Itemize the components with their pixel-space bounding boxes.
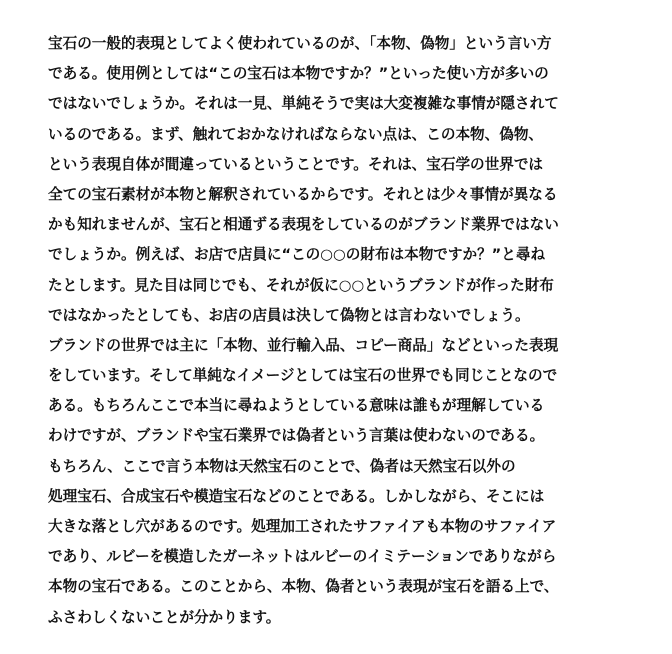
text-line: 処理宝石、合成宝石や模造宝石などのことである。しかしながら、そこには — [48, 487, 545, 505]
text-line: ではなかったとしても、お店の店員は決して偽物とは言わないでしょう。 — [48, 306, 530, 324]
text-line: いるのである。まず、触れておかなければならない点は、この本物、偽物、 — [48, 125, 544, 143]
text-line: ふさわしくないことが分かります。 — [48, 608, 281, 626]
text-line: であり、ルビーを模造したガーネットはルビーのイミテーションでありながら — [48, 548, 557, 566]
text-line: もちろん、ここで言う本物は天然宝石のことで、偽者は天然宝石以外の — [48, 457, 516, 475]
text-line: たとします。見た目は同じでも、それが仮に○○というブランドが作った財布 — [48, 276, 554, 294]
text-line: 大きな落とし穴があるのです。処理加工されたサファイアも本物のサファイア — [48, 518, 557, 535]
text-line: である。使用例としては“この宝石は本物ですか？”といった使い方が多いの — [48, 65, 549, 83]
document-body — [48, 29, 638, 633]
text-line: 全ての宝石素材が本物と解釈されているからです。それとは少々事情が異なる — [48, 185, 558, 203]
text-line: ブランドの世界では主に「本物、並行輸入品、コピー商品」などといった表現 — [48, 336, 559, 354]
text-line: 宝石の一般的表現としてよく使われているのが、「本物、偽物」という言い方 — [48, 35, 552, 52]
text-line: でしょうか。例えば、お店で店員に“この○○の財布は本物ですか？”と尋ね — [48, 246, 546, 264]
text-line: をしています。そして単純なイメージとしては宝石の世界でも同じことなので — [48, 367, 558, 385]
text-line: という表現自体が間違っているということです。それは、宝石学の世界では — [48, 155, 544, 173]
text-line: 本物の宝石である。このことから、本物、偽者という表現が宝石を語る上で、 — [48, 578, 559, 596]
text-line: ある。もちろんここで本当に尋ねようとしている意味は誰もが理解している — [48, 397, 545, 415]
text-line: わけですが、ブランドや宝石業界では偽者という言葉は使わないのである。 — [48, 427, 545, 445]
text-line: かも知れませんが、宝石と相通ずる表現をしているのがブランド業界ではない — [48, 216, 559, 234]
text-line: ではないでしょうか。それは一見、単純そうで実は大変複雑な事情が隠されて — [48, 95, 559, 113]
